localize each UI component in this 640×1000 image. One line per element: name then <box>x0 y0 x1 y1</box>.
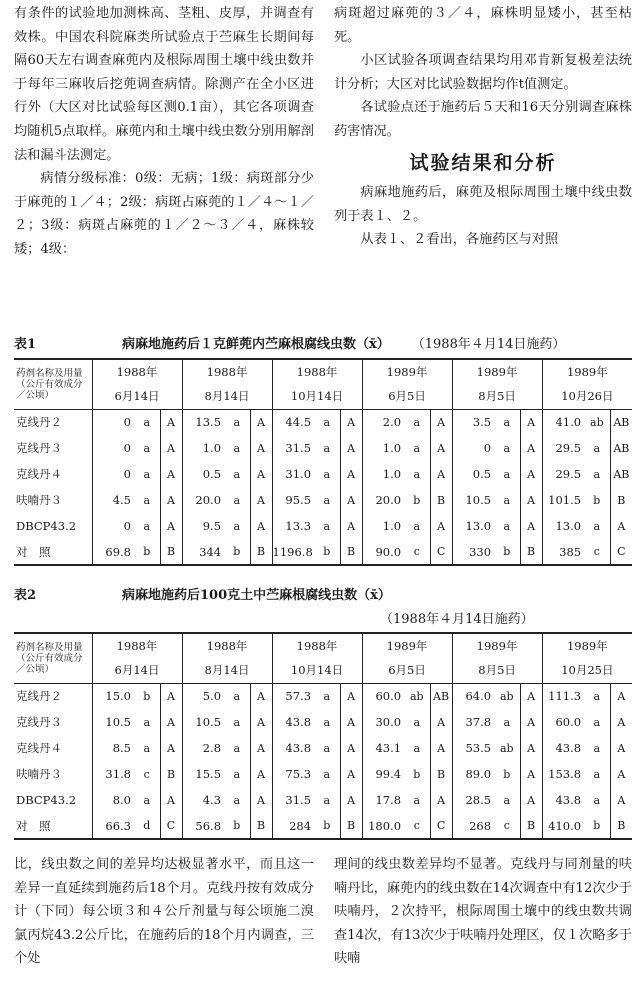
table-cell-sig-upper: A <box>610 683 632 709</box>
text-column-right-bottom <box>334 853 632 971</box>
table-cell-sig-lower: a <box>503 519 511 533</box>
table-cell-value: 99.4 <box>362 761 404 787</box>
year-header: 1989年 <box>542 359 632 384</box>
table-cell-sig-upper: A <box>160 461 182 487</box>
table2 <box>14 632 632 840</box>
treatment-name: 克线丹２ <box>16 415 62 430</box>
table-cell-sig-lower: c <box>143 767 150 781</box>
date-header: 8月14日 <box>182 384 272 409</box>
table-cell-value: 43.8 <box>542 735 584 761</box>
table-cell-value: 0 <box>92 409 134 435</box>
table-cell-value: 1.0 <box>362 513 404 539</box>
table-cell-sig-lower: a <box>413 741 421 755</box>
table-cell-sig-upper: A <box>430 513 452 539</box>
treatment-name: 克线丹２ <box>16 689 62 704</box>
table-cell-sig-upper: C <box>160 813 182 839</box>
table-cell-sig-lower: a <box>323 793 331 807</box>
table-cell-value: 1.0 <box>182 435 224 461</box>
date-header: 8月5日 <box>452 384 542 409</box>
table-cell-sig-lower: c <box>404 539 430 565</box>
table-cell-value: 20.0 <box>362 487 404 513</box>
table-cell-sig-lower: a <box>413 715 421 729</box>
treatment-name: 呋喃丹３ <box>16 767 62 781</box>
year-header: 1988年 <box>272 633 362 658</box>
table-cell-sig-lower: a <box>593 767 601 781</box>
table-cell-sig-upper: A <box>520 787 542 813</box>
table-cell-sig-upper: A <box>160 435 182 461</box>
table2-label: 表2 <box>14 588 37 603</box>
table-cell-sig-lower: ab <box>500 741 514 755</box>
table-cell-sig-lower: a <box>143 715 151 729</box>
table-row <box>14 461 632 487</box>
table-cell-sig-lower: b <box>314 813 340 839</box>
paragraph: 比，线虫数之间的差异均达极显著水平，而且这一差异一直延续到施药后18个月。克线丹按有效成分计（下同）每公顷３和４公斤剂量与每公顷施二溴氯丙烷43.2公斤比，在施药后的18个月内调查，三个处 <box>14 857 314 967</box>
table-cell-value: 90.0 <box>362 539 404 565</box>
table-cell-sig-lower: a <box>233 467 241 481</box>
table-cell-sig-upper: A <box>520 709 542 735</box>
date-header: 6月5日 <box>362 384 452 409</box>
table-cell-sig-upper: A <box>520 409 542 435</box>
table-cell-value: 13.3 <box>272 513 314 539</box>
paragraph: 从表１、２看出，各施药区与对照 <box>360 232 559 248</box>
table-cell-value: 15.5 <box>182 761 224 787</box>
table-cell-sig-upper: B <box>610 813 632 839</box>
table-cell-sig-lower: a <box>503 415 511 429</box>
paragraph: 理间的线虫数差异均不显著。克线丹与同剂量的呋喃丹比，麻蔸内的线虫数在14次调查中有12次少于呋喃丹，２次持平，根际周围土壤中的线虫数共调查14次，有13次少于呋喃丹处理区，仅１次略多于呋喃 <box>334 857 632 967</box>
table-cell-sig-upper: C <box>430 813 452 839</box>
table-cell-sig-upper: A <box>610 735 632 761</box>
table-cell-value: 1.0 <box>362 435 404 461</box>
table-cell-sig-lower: a <box>323 441 331 455</box>
table-cell-value: 31.8 <box>92 761 134 787</box>
table-cell-sig-lower: c <box>584 539 610 565</box>
table-cell-sig-upper: A <box>520 761 542 787</box>
treatment-name: DBCP43.2 <box>16 519 77 533</box>
table-cell-sig-upper: A <box>250 435 272 461</box>
table-cell-sig-upper: A <box>340 487 362 513</box>
table-cell-sig-lower: b <box>224 813 250 839</box>
table-cell-sig-lower: a <box>413 519 421 533</box>
table2-title: 病麻地施药后100克土中苎麻根腐线虫数（x̄） <box>122 588 391 603</box>
treatment-name: 克线丹４ <box>16 741 62 755</box>
text-column-right-top <box>334 2 632 252</box>
table-row <box>14 539 632 565</box>
table-cell-value: 69.8 <box>92 539 134 565</box>
table-cell-sig-upper: A <box>340 513 362 539</box>
table-cell-value: 4.5 <box>92 487 134 513</box>
table-cell-value: 153.8 <box>542 761 584 787</box>
table-cell-sig-upper: A <box>250 513 272 539</box>
table-cell-value: 1.0 <box>362 461 404 487</box>
table-cell-sig-lower: a <box>143 467 151 481</box>
table-cell-value: 0 <box>92 513 134 539</box>
treatment-name: 克线丹３ <box>16 715 62 729</box>
table-cell-value: 0 <box>452 435 494 461</box>
table-cell-value: 95.5 <box>272 487 314 513</box>
table-cell-sig-upper: A <box>160 787 182 813</box>
table-cell-sig-upper: A <box>160 735 182 761</box>
table-cell-sig-lower: a <box>323 767 331 781</box>
table-cell-value: 8.0 <box>92 787 134 813</box>
table-cell-value: 20.0 <box>182 487 224 513</box>
table-cell-value: 37.8 <box>452 709 494 735</box>
date-header: 6月14日 <box>92 384 182 409</box>
year-header: 1989年 <box>362 359 452 384</box>
table-cell-sig-upper: A <box>340 683 362 709</box>
table-row <box>14 761 632 787</box>
year-header: 1988年 <box>92 359 182 384</box>
table-cell-value: 43.1 <box>362 735 404 761</box>
table-cell-sig-lower: a <box>593 689 601 703</box>
table-row <box>14 683 632 709</box>
year-header: 1988年 <box>272 359 362 384</box>
treatment-name: 对 照 <box>14 813 92 839</box>
year-header: 1989年 <box>362 633 452 658</box>
table-cell-value: 10.5 <box>452 487 494 513</box>
table-cell-sig-upper: A <box>430 435 452 461</box>
table-cell-sig-upper: A <box>340 761 362 787</box>
table-cell-value: 53.5 <box>452 735 494 761</box>
table-cell-value: 13.0 <box>452 513 494 539</box>
table-cell-sig-upper: B <box>250 813 272 839</box>
table-cell-sig-upper: A <box>160 513 182 539</box>
table-cell-value: 268 <box>452 813 494 839</box>
table-cell-value: 1196.8 <box>272 539 314 565</box>
table-cell-sig-upper: A <box>340 435 362 461</box>
treatment-name: 对 照 <box>14 539 92 565</box>
table-cell-sig-lower: ab <box>590 415 604 429</box>
table-cell-sig-lower: a <box>593 467 601 481</box>
table-cell-sig-lower: c <box>494 813 520 839</box>
table-cell-sig-lower: d <box>134 813 160 839</box>
table-cell-value: 43.8 <box>542 787 584 813</box>
date-header: 6月5日 <box>362 658 452 683</box>
table-cell-sig-lower: a <box>503 793 511 807</box>
table-cell-sig-upper: B <box>430 761 452 787</box>
table-cell-sig-upper: B <box>520 813 542 839</box>
table-cell-value: 31.5 <box>272 787 314 813</box>
table-cell-sig-lower: b <box>134 539 160 565</box>
table-cell-value: 9.5 <box>182 513 224 539</box>
table-cell-sig-upper: A <box>430 787 452 813</box>
table2-caption <box>14 584 630 603</box>
table-cell-value: 330 <box>452 539 494 565</box>
table1 <box>14 358 632 566</box>
table-cell-sig-upper: A <box>160 709 182 735</box>
table-cell-value: 0 <box>92 461 134 487</box>
table-cell-value: 101.5 <box>542 487 584 513</box>
table-cell-value: 5.0 <box>182 683 224 709</box>
table-row <box>14 787 632 813</box>
table-cell-sig-lower: a <box>233 793 241 807</box>
table-cell-sig-lower: a <box>143 519 151 533</box>
date-header: 10月14日 <box>272 384 362 409</box>
table-cell-value: 180.0 <box>362 813 404 839</box>
date-header: 8月14日 <box>182 658 272 683</box>
table-cell-sig-lower: a <box>233 715 241 729</box>
table-cell-sig-lower: a <box>503 715 511 729</box>
table-cell-sig-lower: a <box>413 793 421 807</box>
table-cell-sig-lower: a <box>233 415 241 429</box>
table-cell-sig-upper: A <box>250 761 272 787</box>
table-cell-sig-upper: A <box>520 487 542 513</box>
table-cell-sig-upper: A <box>430 461 452 487</box>
table-cell-sig-upper: B <box>340 539 362 565</box>
table-cell-value: 10.5 <box>92 709 134 735</box>
table-row <box>14 409 632 435</box>
table-cell-value: 44.5 <box>272 409 314 435</box>
table-cell-sig-upper: A <box>340 735 362 761</box>
table-cell-value: 29.5 <box>542 461 584 487</box>
table-cell-sig-upper: A <box>250 735 272 761</box>
table-cell-sig-lower: b <box>224 539 250 565</box>
table-cell-sig-upper: A <box>520 461 542 487</box>
table-cell-sig-lower: a <box>503 441 511 455</box>
table-cell-sig-lower: a <box>323 493 331 507</box>
table-cell-sig-lower: a <box>323 467 331 481</box>
table-cell-sig-upper: B <box>340 813 362 839</box>
table-cell-sig-lower: a <box>143 493 151 507</box>
table1-date: （1988年４月14日施药） <box>411 337 566 352</box>
table-cell-value: 60.0 <box>542 709 584 735</box>
table-cell-sig-upper: A <box>250 461 272 487</box>
table-cell-sig-lower: a <box>413 415 421 429</box>
table-row <box>14 435 632 461</box>
table-cell-sig-lower: a <box>233 441 241 455</box>
table-cell-value: 8.5 <box>92 735 134 761</box>
table-cell-value: 15.0 <box>92 683 134 709</box>
paragraph: 病麻地施药后，麻蔸及根际周围土壤中线虫数列于表１、２。 <box>334 185 632 224</box>
year-header: 1989年 <box>452 359 542 384</box>
table-cell-sig-upper: B <box>520 539 542 565</box>
paragraph: 各试验点还于施药后５天和16天分别调查麻株药害情况。 <box>334 100 632 139</box>
table-cell-sig-upper: A <box>340 709 362 735</box>
text-column-left-bottom <box>14 853 314 971</box>
year-header: 1988年 <box>92 633 182 658</box>
table-cell-sig-lower: a <box>233 519 241 533</box>
table-cell-value: 57.3 <box>272 683 314 709</box>
treatment-name: DBCP43.2 <box>16 793 77 807</box>
table-cell-value: 0.5 <box>182 461 224 487</box>
table-cell-sig-upper: AB <box>610 461 632 487</box>
table-cell-sig-upper: B <box>160 539 182 565</box>
table-cell-sig-lower: a <box>233 689 241 703</box>
table-cell-sig-upper: B <box>610 487 632 513</box>
treatment-name: 呋喃丹３ <box>16 493 62 507</box>
table-cell-sig-upper: A <box>340 409 362 435</box>
text-column-left-top <box>14 2 314 262</box>
table-cell-sig-lower: a <box>593 741 601 755</box>
table-cell-value: 2.0 <box>362 409 404 435</box>
table-cell-value: 2.8 <box>182 735 224 761</box>
table-cell-sig-lower: a <box>593 793 601 807</box>
table-cell-sig-lower: a <box>503 467 511 481</box>
table-cell-value: 31.5 <box>272 435 314 461</box>
table-row <box>14 487 632 513</box>
table-cell-sig-upper: AB <box>430 683 452 709</box>
table-cell-sig-lower: b <box>503 767 511 781</box>
table-cell-sig-lower: a <box>503 493 511 507</box>
table-cell-value: 284 <box>272 813 314 839</box>
table-cell-value: 111.3 <box>542 683 584 709</box>
table-cell-sig-upper: A <box>250 487 272 513</box>
table-cell-value: 41.0 <box>542 409 584 435</box>
table-cell-value: 31.0 <box>272 461 314 487</box>
table-cell-sig-upper: A <box>430 735 452 761</box>
table-cell-sig-upper: A <box>250 787 272 813</box>
paragraph: 有条件的试验地加测株高、茎粗、皮厚，并调查有效株。中国农科院麻类所试验点于苎麻生长期间每隔60天左右调查麻蔸内及根际周围土壤中线虫数并于每年三麻收后挖蔸调查病情。除测产在全小区进行外（大区对比试验每区测0.1亩），其它各项调查均随机5点取样。麻蔸内和土壤中线虫数分别用解剖法和漏斗法测定。 <box>14 6 314 163</box>
table-cell-sig-upper: A <box>250 709 272 735</box>
table-cell-sig-upper: C <box>430 539 452 565</box>
table-cell-value: 29.5 <box>542 435 584 461</box>
paragraph: 小区试验各项调查结果均用邓肯新复极差法统计分析；大区对比试验数据均作t值测定。 <box>334 53 632 92</box>
table-cell-sig-upper: A <box>340 461 362 487</box>
table-cell-value: 89.0 <box>452 761 494 787</box>
table-cell-value: 13.0 <box>542 513 584 539</box>
table-cell-sig-lower: a <box>413 441 421 455</box>
paragraph: 病情分级标准：0级：无病；1级：病斑部分少于麻蔸的１／４；2级：病斑占麻蔸的１／４～１／２；3级：病斑占麻蔸的１／２～３／４，麻株较矮；4级： <box>14 171 314 257</box>
table-cell-sig-lower: ab <box>500 689 514 703</box>
year-header: 1988年 <box>182 359 272 384</box>
date-header: 6月14日 <box>92 658 182 683</box>
table-cell-sig-lower: a <box>233 741 241 755</box>
table-cell-sig-upper: A <box>160 409 182 435</box>
table-cell-sig-lower: a <box>143 441 151 455</box>
table2-date: （1988年４月14日施药） <box>380 612 534 627</box>
year-header: 1989年 <box>542 633 632 658</box>
table-cell-sig-lower: a <box>233 767 241 781</box>
table-cell-sig-lower: b <box>314 539 340 565</box>
year-header: 1988年 <box>182 633 272 658</box>
table-cell-sig-lower: b <box>593 493 601 507</box>
table-cell-sig-lower: a <box>143 793 151 807</box>
table-cell-sig-lower: b <box>494 539 520 565</box>
table-cell-sig-lower: a <box>143 415 151 429</box>
table-cell-sig-upper: A <box>520 513 542 539</box>
date-header: 10月26日 <box>542 384 632 409</box>
table-cell-value: 17.8 <box>362 787 404 813</box>
table-cell-sig-upper: A <box>160 683 182 709</box>
table-cell-sig-upper: B <box>430 487 452 513</box>
table-cell-sig-lower: a <box>593 715 601 729</box>
table-cell-value: 344 <box>182 539 224 565</box>
table-cell-sig-lower: a <box>413 467 421 481</box>
table-row <box>14 513 632 539</box>
date-header: 10月14日 <box>272 658 362 683</box>
table-cell-sig-lower: a <box>233 493 241 507</box>
table-cell-sig-upper: A <box>610 513 632 539</box>
date-header: 8月5日 <box>452 658 542 683</box>
table-cell-value: 410.0 <box>542 813 584 839</box>
table-cell-sig-lower: a <box>593 441 601 455</box>
table-cell-value: 75.3 <box>272 761 314 787</box>
table-cell-sig-lower: ab <box>409 689 424 703</box>
table-cell-sig-upper: A <box>340 787 362 813</box>
table-cell-sig-upper: A <box>250 683 272 709</box>
table-cell-sig-upper: B <box>160 761 182 787</box>
date-header: 10月25日 <box>542 658 632 683</box>
table-cell-value: 3.5 <box>452 409 494 435</box>
table1-title: 病麻地施药后１克鲜蔸内苎麻根腐线虫数（x̄） <box>122 337 390 352</box>
table-cell-value: 64.0 <box>452 683 494 709</box>
table-cell-sig-lower: a <box>323 689 331 703</box>
table-cell-sig-upper: C <box>610 539 632 565</box>
table-corner-header: 药剂名称及用量（公斤有效成分／公顷） <box>14 359 92 409</box>
paragraph: 病斑超过麻蔸的３／４，麻株明显矮小，甚至枯死。 <box>334 6 632 45</box>
table-row <box>14 709 632 735</box>
table-cell-sig-lower: a <box>593 519 601 533</box>
table-cell-value: 66.3 <box>92 813 134 839</box>
table-cell-sig-lower: b <box>584 813 610 839</box>
table-cell-sig-upper: A <box>520 735 542 761</box>
table-cell-sig-lower: a <box>143 741 151 755</box>
table-cell-sig-upper: A <box>610 709 632 735</box>
table-cell-value: 385 <box>542 539 584 565</box>
table-corner-header: 药剂名称及用量（公斤有效成分／公顷） <box>14 633 92 683</box>
table-cell-sig-upper: AB <box>610 435 632 461</box>
table-cell-value: 0.5 <box>452 461 494 487</box>
table-cell-sig-lower: a <box>323 715 331 729</box>
table-cell-sig-lower: b <box>413 767 421 781</box>
treatment-name: 克线丹３ <box>16 441 62 455</box>
table-cell-value: 30.0 <box>362 709 404 735</box>
table-row <box>14 735 632 761</box>
table-cell-sig-lower: a <box>323 415 331 429</box>
table-cell-sig-upper: A <box>250 409 272 435</box>
table-cell-value: 43.8 <box>272 735 314 761</box>
table-cell-value: 0 <box>92 435 134 461</box>
table-cell-value: 43.8 <box>272 709 314 735</box>
table-cell-value: 28.5 <box>452 787 494 813</box>
table-cell-sig-upper: A <box>520 683 542 709</box>
table1-caption <box>14 333 630 352</box>
table-cell-sig-upper: AB <box>610 409 632 435</box>
table-cell-sig-lower: b <box>143 689 151 703</box>
table-cell-sig-upper: A <box>610 787 632 813</box>
table-cell-sig-upper: A <box>520 435 542 461</box>
table-cell-value: 10.5 <box>182 709 224 735</box>
table1-label: 表1 <box>14 337 37 352</box>
table-cell-sig-upper: A <box>160 487 182 513</box>
table-cell-sig-lower: a <box>323 519 331 533</box>
table-cell-value: 56.8 <box>182 813 224 839</box>
table-cell-sig-lower: a <box>323 741 331 755</box>
table-row <box>14 813 632 839</box>
table-cell-sig-upper: A <box>430 409 452 435</box>
table-cell-sig-upper: A <box>610 761 632 787</box>
table-cell-sig-lower: c <box>404 813 430 839</box>
table-cell-sig-upper: A <box>430 709 452 735</box>
table-cell-sig-upper: B <box>250 539 272 565</box>
table-cell-value: 13.5 <box>182 409 224 435</box>
table-cell-sig-lower: b <box>413 493 421 507</box>
section-heading: 试验结果和分析 <box>409 151 557 174</box>
year-header: 1989年 <box>452 633 542 658</box>
table-cell-value: 60.0 <box>362 683 404 709</box>
treatment-name: 克线丹４ <box>16 467 62 481</box>
table-cell-value: 4.3 <box>182 787 224 813</box>
